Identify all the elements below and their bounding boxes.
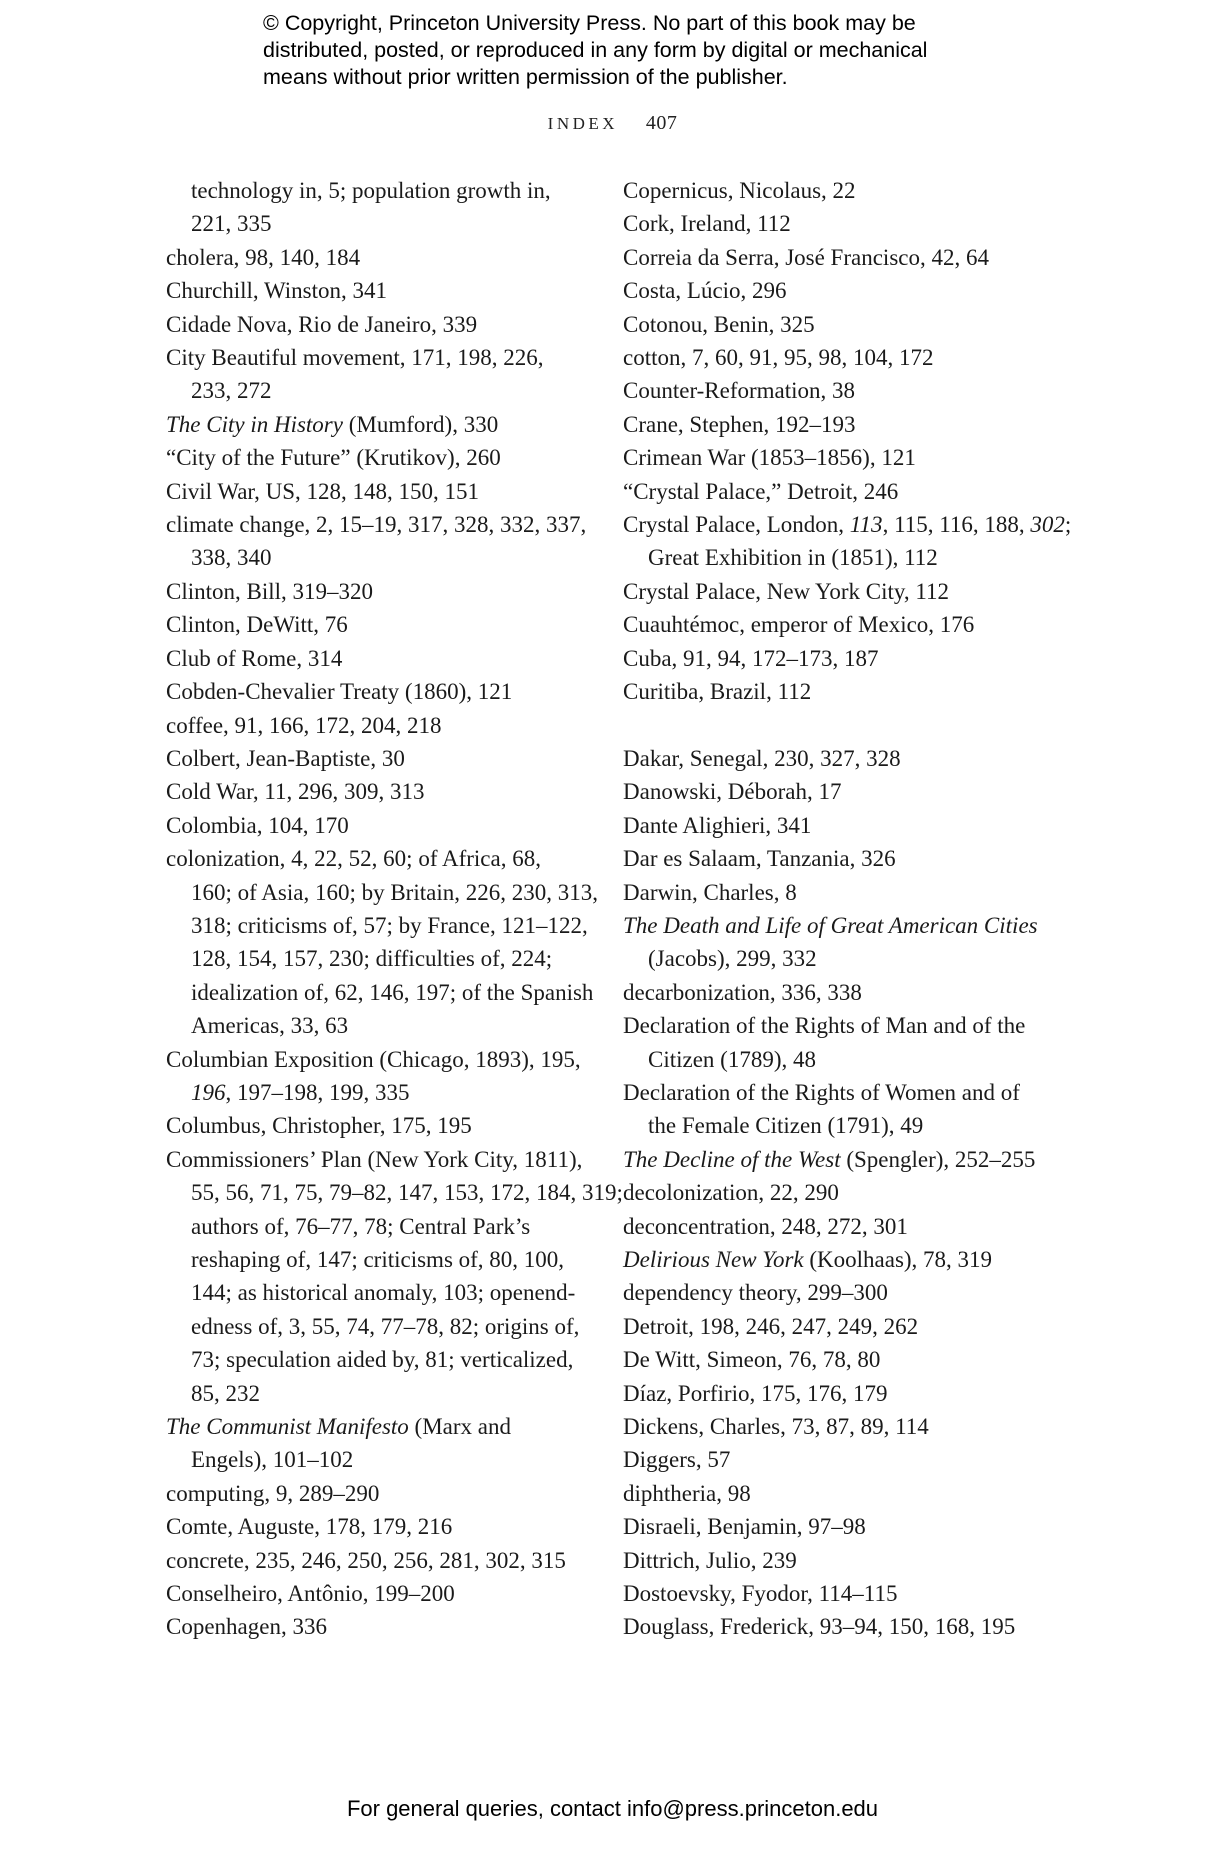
index-entry	[623, 842, 1063, 875]
entry-text: 128, 154, 157, 230; difficulties of, 224;	[191, 946, 553, 972]
entry-italic-text: 196	[191, 1079, 226, 1105]
entry-text: Diggers, 57	[623, 1447, 731, 1473]
entry-text: Clinton, Bill, 319–320	[166, 578, 374, 604]
entry-text: Conselheiro, Antônio, 199–200	[166, 1581, 455, 1607]
entry-text: Dante Alighieri, 341	[623, 812, 812, 838]
entry-text: Cuauhtémoc, emperor of Mexico, 176	[623, 612, 975, 638]
index-entry-continuation	[166, 1443, 606, 1476]
entry-text: 85, 232	[191, 1380, 260, 1406]
entry-text: Colombia, 104, 170	[166, 812, 349, 838]
entry-text: the Female Citizen (1791), 49	[648, 1113, 924, 1139]
entry-text: Declaration of the Rights of Women and of	[623, 1079, 1020, 1105]
index-entry-continuation	[623, 541, 1063, 574]
index-entry	[166, 1143, 606, 1176]
entry-text: colonization, 4, 22, 52, 60; of Africa, 68,	[166, 846, 541, 872]
index-entry	[623, 1477, 1063, 1510]
index-entry	[166, 1610, 606, 1643]
entry-italic-text: The City in History	[166, 411, 343, 437]
index-entry	[623, 1176, 1063, 1209]
index-entry	[166, 1577, 606, 1610]
index-entry	[166, 675, 606, 708]
entry-text: (Spengler), 252–255	[840, 1146, 1036, 1172]
entry-text: ;	[1064, 512, 1072, 538]
index-entry	[623, 809, 1063, 842]
entry-text: (Mumford), 330	[342, 411, 499, 437]
entry-text: Douglass, Frederick, 93–94, 150, 168, 195	[623, 1614, 1016, 1640]
index-entry-continuation	[166, 876, 606, 909]
entry-text: Curitiba, Brazil, 112	[623, 679, 812, 705]
entry-text: Danowski, Déborah, 17	[623, 779, 842, 805]
entry-text: Counter-Reformation, 38	[623, 378, 856, 404]
index-entry	[623, 475, 1063, 508]
entry-text: cotton, 7, 60, 91, 95, 98, 104, 172	[623, 345, 934, 371]
entry-text: Crimean War (1853–1856), 121	[623, 445, 916, 471]
index-entry	[166, 308, 606, 341]
index-entry	[166, 408, 606, 441]
entry-text: 55, 56, 71, 75, 79–82, 147, 153, 172, 184, 319;	[191, 1180, 623, 1206]
index-entry	[623, 1443, 1063, 1476]
index-entry	[623, 575, 1063, 608]
entry-text: Disraeli, Benjamin, 97–98	[623, 1514, 866, 1540]
index-entry	[623, 642, 1063, 675]
entry-italic-text: Delirious New York	[623, 1246, 804, 1272]
entry-text: 221, 335	[191, 211, 272, 237]
entry-text: decolonization, 22, 290	[623, 1180, 839, 1206]
entry-text: Cold War, 11, 296, 309, 313	[166, 779, 425, 805]
index-entry	[623, 909, 1063, 942]
entry-italic-text: 113	[849, 512, 883, 538]
entry-text: Cotonou, Benin, 325	[623, 311, 815, 337]
entry-text: Columbus, Christopher, 175, 195	[166, 1113, 472, 1139]
index-entry	[623, 976, 1063, 1009]
entry-text: cholera, 98, 140, 184	[166, 244, 361, 270]
index-entry	[623, 374, 1063, 407]
index-entry	[166, 1477, 606, 1510]
index-entry	[623, 1243, 1063, 1276]
entry-text: “City of the Future” (Krutikov), 260	[166, 445, 501, 471]
index-entry	[166, 475, 606, 508]
entry-text: diphtheria, 98	[623, 1480, 751, 1506]
index-entry-continuation	[166, 1176, 623, 1209]
entry-text: coffee, 91, 166, 172, 204, 218	[166, 712, 442, 738]
entry-text: (Marx and	[408, 1414, 511, 1440]
index-entry-continuation	[623, 1109, 1063, 1142]
entry-text: Clinton, DeWitt, 76	[166, 612, 348, 638]
copyright-line: distributed, posted, or reproduced in any form by digital or mechanical	[263, 38, 928, 62]
index-entry-continuation	[166, 1310, 606, 1343]
index-entry-continuation	[166, 374, 606, 407]
running-head-label: INDEX	[547, 114, 619, 133]
index-entry	[623, 1410, 1063, 1443]
entry-text: Costa, Lúcio, 296	[623, 278, 787, 304]
entry-text: deconcentration, 248, 272, 301	[623, 1213, 908, 1239]
index-entry	[166, 809, 606, 842]
index-entry	[623, 408, 1063, 441]
entry-text: 338, 340	[191, 545, 272, 571]
index-entry-continuation	[166, 942, 606, 975]
index-entry	[166, 1109, 606, 1142]
entry-text: City Beautiful movement, 171, 198, 226,	[166, 345, 544, 371]
entry-text: Cidade Nova, Rio de Janeiro, 339	[166, 311, 478, 337]
entry-text: (Jacobs), 299, 332	[648, 946, 817, 972]
index-entry	[166, 1043, 606, 1076]
entry-text: Detroit, 198, 246, 247, 249, 262	[623, 1313, 919, 1339]
index-entry	[623, 608, 1063, 641]
entry-text: (Koolhaas), 78, 319	[803, 1246, 993, 1272]
entry-text: 144; as historical anomaly, 103; openend-	[191, 1280, 576, 1306]
entry-text: technology in, 5; population growth in,	[191, 178, 551, 203]
entry-text: Copenhagen, 336	[166, 1614, 327, 1640]
entry-text: Dostoevsky, Fyodor, 114–115	[623, 1581, 898, 1607]
index-column-left	[166, 174, 623, 1644]
copyright-line: © Copyright, Princeton University Press. No part of this book may be	[263, 11, 916, 35]
index-entry	[166, 775, 606, 808]
index-entry	[623, 1143, 1063, 1176]
entry-italic-text: 302	[1030, 512, 1065, 538]
entry-text: Engels), 101–102	[191, 1447, 354, 1473]
entry-text: 73; speculation aided by, 81; verticalized,	[191, 1347, 574, 1373]
entry-text: Commissioners’ Plan (New York City, 1811),	[166, 1146, 583, 1172]
entry-text: 233, 272	[191, 378, 272, 404]
copyright-notice	[263, 10, 1023, 91]
entry-text: authors of, 76–77, 78; Central Park’s	[191, 1213, 531, 1239]
entry-text: , 115, 116, 188,	[882, 512, 1031, 538]
entry-text: Dickens, Charles, 73, 87, 89, 114	[623, 1414, 929, 1440]
entry-text: De Witt, Simeon, 76, 78, 80	[623, 1347, 881, 1373]
index-entry	[166, 341, 606, 374]
entry-text: Cobden-Chevalier Treaty (1860), 121	[166, 679, 513, 705]
index-entry-continuation	[166, 1377, 606, 1410]
entry-text: , 197–198, 199, 335	[225, 1079, 410, 1105]
entry-text: Comte, Auguste, 178, 179, 216	[166, 1514, 453, 1540]
entry-text: edness of, 3, 55, 74, 77–78, 82; origins of,	[191, 1313, 580, 1339]
index-column-right	[623, 174, 1072, 1644]
entry-text: decarbonization, 336, 338	[623, 979, 862, 1005]
index-entry	[166, 441, 606, 474]
index-entry	[623, 1076, 1063, 1109]
index-entry	[623, 675, 1063, 708]
entry-italic-text: The Decline of the West	[623, 1146, 841, 1172]
section-gap	[623, 709, 1063, 742]
entry-text: Cuba, 91, 94, 172–173, 187	[623, 645, 879, 671]
index-entry	[166, 642, 606, 675]
entry-text: Díaz, Porfirio, 175, 176, 179	[623, 1380, 888, 1406]
index-entry	[623, 1009, 1063, 1042]
entry-text: concrete, 235, 246, 250, 256, 281, 302, 315	[166, 1547, 566, 1573]
index-entry	[166, 575, 606, 608]
index-entry	[166, 842, 606, 875]
index-entry	[623, 1310, 1063, 1343]
page-number: 407	[645, 112, 678, 134]
entry-text: reshaping of, 147; criticisms of, 80, 100,	[191, 1247, 565, 1272]
entry-text: Dar es Salaam, Tanzania, 326	[623, 846, 896, 872]
entry-text: dependency theory, 299–300	[623, 1280, 888, 1306]
entry-text: Dakar, Senegal, 230, 327, 328	[623, 745, 901, 771]
index-entry-continuation	[166, 1343, 606, 1376]
footer-contact: For general queries, contact info@press.princeton.edu	[346, 1796, 879, 1821]
index-entry	[623, 341, 1063, 374]
index-entry-continuation	[166, 976, 606, 1009]
entry-text: Crane, Stephen, 192–193	[623, 411, 856, 437]
index-entry-continuation	[166, 207, 606, 240]
entry-text: Great Exhibition in (1851), 112	[648, 545, 938, 571]
index-entry-continuation	[166, 1076, 606, 1109]
entry-text: “Crystal Palace,” Detroit, 246	[623, 478, 899, 504]
index-entry	[166, 1510, 606, 1543]
index-entry	[623, 876, 1063, 909]
index-entry	[623, 775, 1063, 808]
index-entry-continuation	[623, 1043, 1063, 1076]
index-entry	[623, 508, 1072, 541]
index-entry	[623, 1276, 1063, 1309]
index-entry	[623, 1210, 1063, 1243]
entry-text: Darwin, Charles, 8	[623, 879, 797, 905]
entry-text: Civil War, US, 128, 148, 150, 151	[166, 478, 480, 504]
index-entry	[623, 1577, 1063, 1610]
index-entry	[623, 1544, 1063, 1577]
index-entry	[623, 1610, 1063, 1643]
running-head	[0, 112, 1225, 135]
index-entry	[623, 742, 1063, 775]
index-entry	[623, 241, 1063, 274]
index-entry	[623, 1510, 1063, 1543]
entry-text: computing, 9, 289–290	[166, 1480, 380, 1506]
index-entry-continuation	[166, 1276, 606, 1309]
index-entry	[166, 1410, 606, 1443]
index-entry	[166, 709, 606, 742]
entry-text: Dittrich, Julio, 239	[623, 1547, 797, 1573]
entry-text: Crystal Palace, New York City, 112	[623, 578, 950, 604]
index-entry	[166, 1544, 606, 1577]
index-entry	[166, 742, 606, 775]
index-entry-continuation	[166, 1009, 606, 1042]
index-entry-continuation	[166, 1243, 606, 1276]
entry-text: idealization of, 62, 146, 197; of the Spanish	[191, 979, 594, 1005]
entry-text: Crystal Palace, London,	[623, 512, 850, 538]
index-entry	[623, 1343, 1063, 1376]
entry-text: Citizen (1789), 48	[648, 1046, 816, 1072]
copyright-line: means without prior written permission of the publisher.	[263, 65, 788, 89]
index-entry	[166, 508, 606, 541]
index-entry	[623, 308, 1063, 341]
index-entry	[623, 174, 1063, 207]
entry-italic-text: The Death and Life of Great American Cities	[623, 912, 1038, 938]
index-entry-continuation	[166, 1210, 606, 1243]
index-entry	[623, 274, 1063, 307]
index-entry	[623, 441, 1063, 474]
index-entry	[623, 207, 1063, 240]
entry-text: Copernicus, Nicolaus, 22	[623, 178, 856, 203]
entry-text: Club of Rome, 314	[166, 645, 343, 671]
entry-text: Churchill, Winston, 341	[166, 278, 387, 304]
index-entry-continuation	[166, 174, 606, 207]
index-entry-continuation	[623, 942, 1063, 975]
entry-italic-text: The Communist Manifesto	[166, 1414, 409, 1440]
entry-text: Correia da Serra, José Francisco, 42, 64	[623, 244, 989, 270]
entry-text: Columbian Exposition (Chicago, 1893), 195,	[166, 1046, 581, 1072]
entry-text: 160; of Asia, 160; by Britain, 226, 230, 313,	[191, 879, 598, 905]
index-entry	[166, 241, 606, 274]
index-entry	[623, 1377, 1063, 1410]
entry-text: climate change, 2, 15–19, 317, 328, 332, 337,	[166, 512, 587, 538]
entry-text: Colbert, Jean-Baptiste, 30	[166, 745, 405, 771]
index-entry	[166, 608, 606, 641]
entry-text: Declaration of the Rights of Man and of the	[623, 1013, 1026, 1039]
index-entry	[166, 274, 606, 307]
entry-text: Americas, 33, 63	[191, 1013, 349, 1039]
index-entry-continuation	[166, 541, 606, 574]
index-entry-continuation	[166, 909, 606, 942]
entry-text: Cork, Ireland, 112	[623, 211, 791, 237]
entry-text: 318; criticisms of, 57; by France, 121–122,	[191, 912, 588, 938]
